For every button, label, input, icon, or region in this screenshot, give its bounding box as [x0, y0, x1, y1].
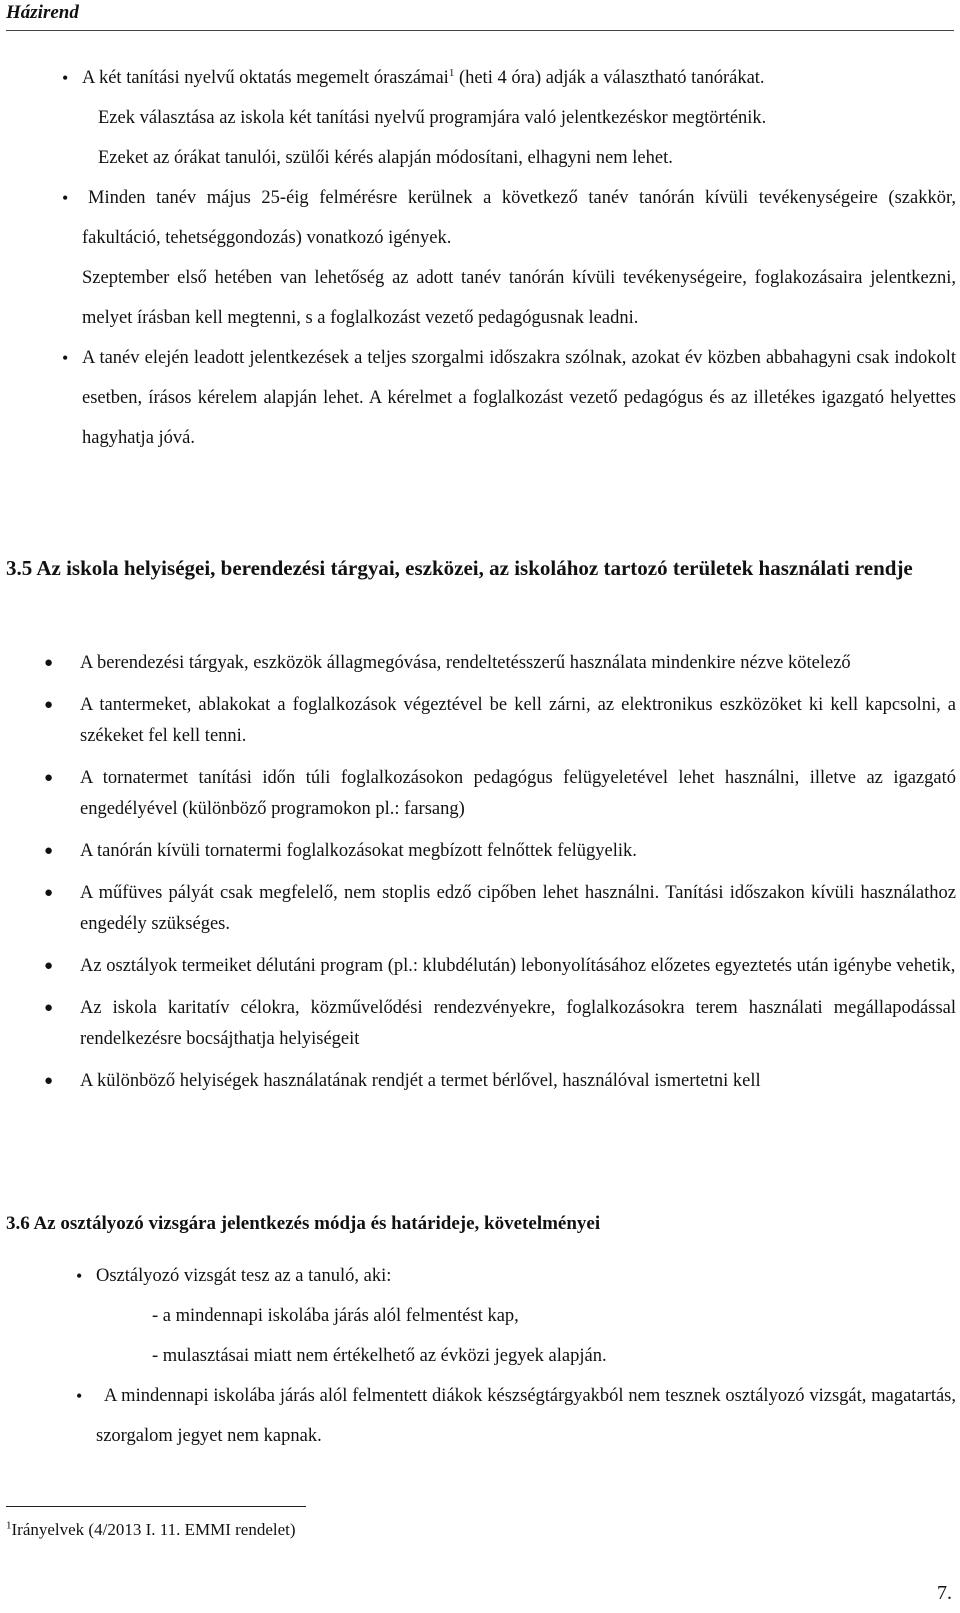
exam-bullets: [76, 1256, 956, 1456]
bullet-icon: ●: [44, 1073, 54, 1089]
list-item: ● A tantermeket, ablakokat a foglalkozások végeztével be kell zárni, az elektronikus eszközöket ki kell kapcsolni, a székeket fel kell tenni.: [80, 690, 956, 752]
list-item-continuation: Ezek választása az iskola két tanítási nyelvű programjára való jelentkezéskor megtörténik.: [98, 108, 767, 128]
bullet-icon: •: [62, 348, 69, 368]
bullet-icon: ●: [44, 1000, 54, 1016]
footnote-text: Irányelvek (4/2013 I. 11. EMMI rendelet): [11, 1520, 296, 1539]
bullet-icon: ●: [44, 958, 54, 974]
dash-item: - a mindennapi iskolába járás alól felmentést kap,: [152, 1306, 519, 1326]
list-item-continuation: Szeptember első hetében van lehetőség az adott tanév tanórán kívüli tevékenységeire, foglakozásaira jelentkezni, melyet írásban kell megtenni, s a foglalkozást vezető pedagógusnak leadni.: [82, 268, 956, 328]
page-header: [6, 0, 954, 31]
footnote: [6, 1518, 296, 1542]
list-item: ● A tanórán kívüli tornatermi foglalkozásokat megbízott felnőttek felügyelik.: [80, 836, 956, 867]
footnote-number: 1: [6, 1519, 12, 1532]
list-item: [76, 1256, 956, 1376]
dash-item: - mulasztásai miatt nem értékelhető az évközi jegyek alapján.: [152, 1346, 607, 1366]
bullet-icon: ●: [44, 655, 54, 671]
section-heading-3-5: 3.5 Az iskola helyiségei, berendezési tárgyai, eszközei, az iskolához tartozó területek használati rendje: [6, 556, 913, 580]
list-item-text: A tanév elején leadott jelentkezések a teljes szorgalmi időszakra szólnak, azokat év közben abbahagyni csak indokolt esetben, írásos kérelem alapján lehet. A kérelmet a foglalkozást vezető pedagógus és az illetékes igazgató helyettes hagyhatja jóvá.: [82, 348, 956, 448]
list-item-text: Minden tanév május 25-éig felmérésre kerülnek a következő tanév tanórán kívüli tevékenységeire (szakkör, fakultáció, tehetséggondozás) vonatkozó igények.: [82, 188, 956, 248]
bullet-icon: ●: [44, 770, 54, 786]
list-item: [62, 338, 956, 458]
list-item: [62, 178, 956, 338]
facility-rules-list: [44, 648, 956, 1108]
list-item: ● A műfüves pályát csak megfelelő, nem stoplis edző cipőben lehet használni. Tanítási időszakon kívüli használathoz engedély szükséges.: [80, 878, 956, 940]
bullet-icon: •: [62, 68, 69, 88]
bullet-icon: •: [76, 1386, 83, 1406]
list-item-text: A mindennapi iskolába járás alól felmentett diákok készségtárgyakból nem tesznek osztályozó vizsgát, magatartás, szorgalom jegyet nem kapnak.: [96, 1386, 956, 1446]
section-heading-3-6: 3.6 Az osztályozó vizsgára jelentkezés módja és határideje, követelményei: [6, 1213, 601, 1234]
list-item: ● Az iskola karitatív célokra, közművelődési rendezvényekre, foglalkozásokra terem használati megállapodással rendelkezésre bocsájthatja helyiségeit: [80, 993, 956, 1055]
list-item: ● A különböző helyiségek használatának rendjét a termet bérlővel, használóval ismertetni kell: [80, 1066, 956, 1097]
elective-bullets: [62, 58, 956, 458]
list-item-continuation: Ezeket az órákat tanulói, szülői kérés alapján módosítani, elhagyni nem lehet.: [98, 148, 673, 168]
page-number: 7.: [937, 1582, 952, 1604]
footnote-ref: 1: [448, 66, 455, 79]
bullet-icon: ●: [44, 843, 54, 859]
list-item: ● A tornatermet tanítási időn túli foglalkozásokon pedagógus felügyeletével lehet használni, illetve az igazgató engedélyével (különböző programokon pl.: farsang): [80, 763, 956, 825]
list-item: ● Az osztályok termeiket délutáni program (pl.: klubdélután) lebonyolításához előzetes egyeztetés után igénybe vehetik,: [80, 951, 956, 982]
list-item: [76, 1376, 956, 1456]
bullet-icon: •: [76, 1266, 83, 1286]
footnote-divider: [6, 1506, 306, 1507]
bullet-icon: ●: [44, 885, 54, 901]
bullet-icon: •: [62, 188, 69, 208]
list-item-text: Osztályozó vizsgát tesz az a tanuló, aki:: [96, 1266, 392, 1286]
header-title: Házirend: [6, 2, 79, 23]
list-item: • A két tanítási nyelvű oktatás megemelt óraszámai$^1$ (heti 4 óra) adják a választható tanórákat. Ezek választása az iskola két tanítási nyelvű programjára való jelentkezéskor megtörténik. Ezeket az órákat tanulói, szülői kérés alapján módosítani, elhagyni nem lehet.: [82, 58, 956, 178]
list-item: ● A berendezési tárgyak, eszközök állagmegóvása, rendeltetésszerű használata mindenkire nézve kötelező: [80, 648, 956, 679]
bullet-icon: ●: [44, 697, 54, 713]
